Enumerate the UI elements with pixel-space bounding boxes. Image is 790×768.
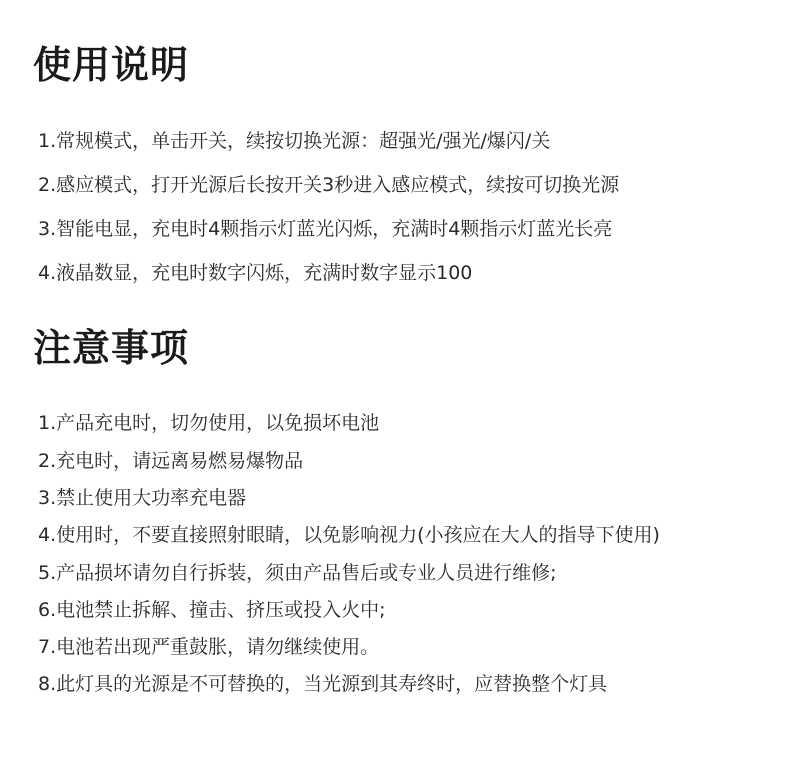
usage-item: 2.感应模式，打开光源后长按开关3秒进入感应模式，续按可切换光源 (38, 174, 620, 196)
notes-item: 6.电池禁止拆解、撞击、挤压或投入火中; (38, 599, 386, 621)
notes-item: 1.产品充电时，切勿使用，以免损坏电池 (38, 412, 380, 434)
notes-item: 8.此灯具的光源是不可替换的，当光源到其寿终时，应替换整个灯具 (38, 673, 608, 695)
notes-item: 5.产品损坏请勿自行拆装，须由产品售后或专业人员进行维修; (38, 562, 557, 584)
usage-heading: 使用说明 (33, 43, 190, 87)
notes-item: 3.禁止使用大功率充电器 (38, 487, 247, 509)
notes-item: 7.电池若出现严重鼓胀，请勿继续使用。 (38, 636, 380, 658)
usage-item: 4.液晶数显，充电时数字闪烁，充满时数字显示100 (38, 262, 473, 284)
notes-item: 2.充电时，请远离易燃易爆物品 (38, 450, 304, 472)
notes-item: 4.使用时，不要直接照射眼睛，以免影响视力(小孩应在大人的指导下使用) (38, 524, 660, 546)
notes-heading: 注意事项 (33, 326, 190, 370)
usage-item: 3.智能电显，充电时4颗指示灯蓝光闪烁，充满时4颗指示灯蓝光长亮 (38, 218, 613, 240)
usage-item: 1.常规模式，单击开关，续按切换光源：超强光/强光/爆闪/关 (38, 130, 551, 152)
